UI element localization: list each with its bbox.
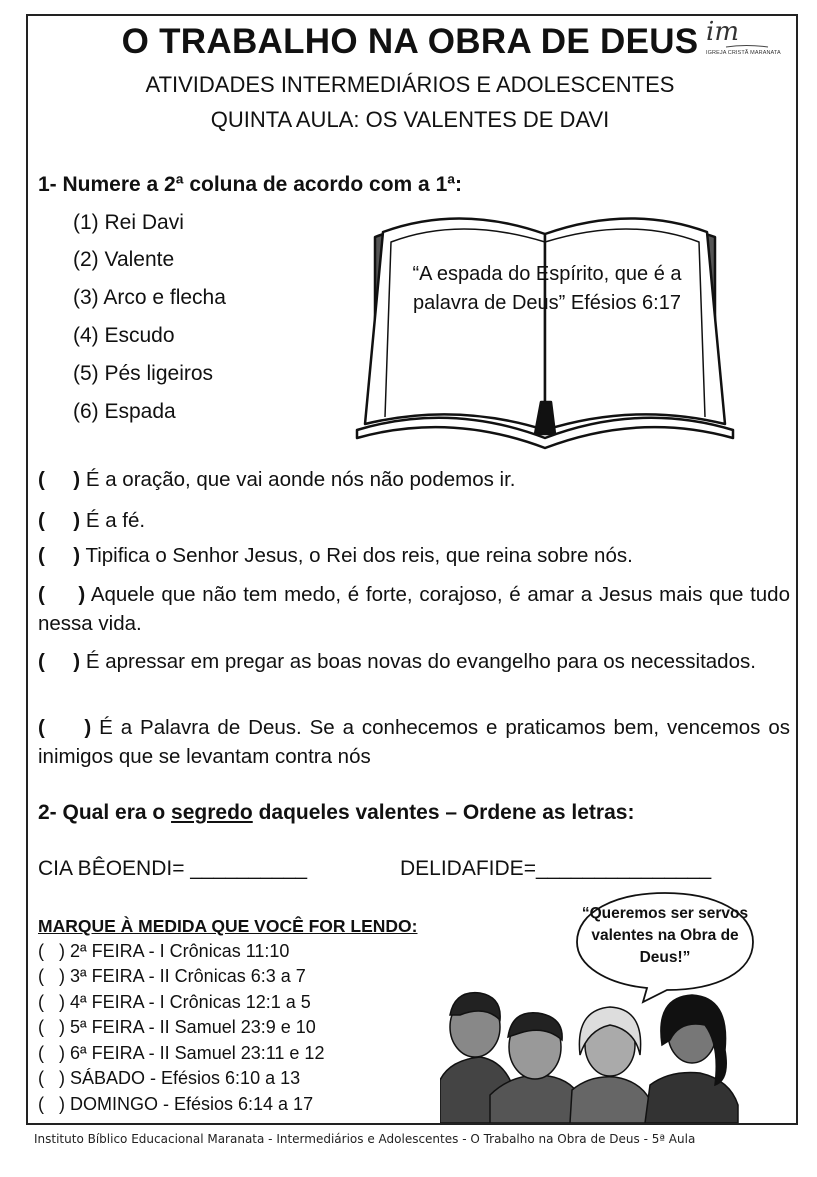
statement-item — [38, 580, 790, 638]
reading-plan-title: MARQUE À MEDIDA QUE VOCÊ FOR LENDO: — [38, 916, 418, 936]
logo-script: im — [706, 17, 739, 47]
reading-item[interactable]: ( ) 6ª FEIRA - II Samuel 23:11 e 12 — [38, 1043, 325, 1063]
answer-blank[interactable]: ( ) — [38, 650, 81, 673]
statement-item — [38, 541, 790, 570]
question-2-title — [38, 801, 634, 825]
question-1-title: 1- Numere a 2ª coluna de acordo com a 1ª: — [38, 173, 463, 196]
answer-blank[interactable]: ( ) — [38, 716, 92, 739]
option-item: (6) Espada — [73, 400, 176, 423]
page-title: O TRABALHO NA OBRA DE DEUS — [121, 22, 699, 61]
statement-text: Aquele que não tem medo, é forte, corajoso, é amar a Jesus mais que tudo nessa vida. — [38, 583, 790, 635]
option-item: (1) Rei Davi — [73, 211, 184, 234]
option-item: (3) Arco e flecha — [73, 286, 226, 309]
scrambled-word-2[interactable]: DELIDAFIDE=_______________ — [400, 857, 712, 880]
statement-item — [38, 506, 790, 535]
statement-text: É a oração, que vai aonde nós não podemos ir. — [85, 468, 516, 491]
answer-blank[interactable]: ( ) — [38, 583, 86, 606]
statement-item — [38, 647, 790, 676]
question-2-title-start: 2- Qual era o — [38, 801, 172, 824]
statement-text: Tipifica o Senhor Jesus, o Rei dos reis, que reina sobre nós. — [85, 544, 633, 567]
reading-item[interactable]: ( ) 3ª FEIRA - II Crônicas 6:3 a 7 — [38, 966, 306, 986]
bible-quote: “A espada do Espírito, que é a palavra de Deus” Efésios 6:17 — [412, 263, 682, 314]
option-item: (4) Escudo — [73, 324, 175, 347]
answer-blank[interactable]: ( ) — [38, 509, 81, 532]
teenagers-illustration — [440, 985, 740, 1123]
logo-text: IGREJA CRISTÃ MARANATA — [706, 50, 781, 56]
scrambled-word-1[interactable]: CIA BÊOENDI= __________ — [38, 857, 308, 880]
page-subtitle: ATIVIDADES INTERMEDIÁRIOS E ADOLESCENTES — [145, 72, 675, 97]
reading-item[interactable]: ( ) 5ª FEIRA - II Samuel 23:9 e 10 — [38, 1017, 316, 1037]
answer-blank[interactable]: ( ) — [38, 544, 81, 567]
lesson-title: QUINTA AULA: OS VALENTES DE DAVI — [210, 107, 610, 132]
statement-text: É a fé. — [85, 509, 146, 532]
reading-item[interactable]: ( ) DOMINGO - Efésios 6:14 a 17 — [38, 1094, 314, 1114]
open-bible-illustration — [355, 202, 735, 452]
statement-item — [38, 713, 790, 771]
option-item: (2) Valente — [73, 248, 175, 271]
footer-rule — [26, 1124, 798, 1125]
church-logo — [706, 17, 781, 60]
reading-item[interactable]: ( ) SÁBADO - Efésios 6:10 a 13 — [38, 1068, 301, 1088]
question-2-title-end: daqueles valentes – Ordene as letras: — [252, 801, 635, 824]
answer-blank[interactable]: ( ) — [38, 468, 81, 491]
page-footer: Instituto Bíblico Educacional Maranata - Intermediários e Adolescentes - O Trabalho na Obra de Deus - 5ª Aula — [34, 1132, 696, 1146]
speech-bubble-text: “Queremos ser servos valentes na Obra de Deus!” — [581, 905, 749, 966]
statement-item — [38, 465, 790, 494]
reading-item[interactable]: ( ) 2ª FEIRA - I Crônicas 11:10 — [38, 941, 290, 961]
reading-item[interactable]: ( ) 4ª FEIRA - I Crônicas 12:1 a 5 — [38, 992, 311, 1012]
statement-text: É apressar em pregar as boas novas do evangelho para os necessitados. — [85, 650, 756, 673]
statement-text: É a Palavra de Deus. Se a conhecemos e praticamos bem, vencemos os inimigos que se levantam contra nós — [38, 716, 790, 768]
question-2-keyword: segredo — [171, 801, 253, 824]
option-item: (5) Pés ligeiros — [73, 362, 214, 385]
